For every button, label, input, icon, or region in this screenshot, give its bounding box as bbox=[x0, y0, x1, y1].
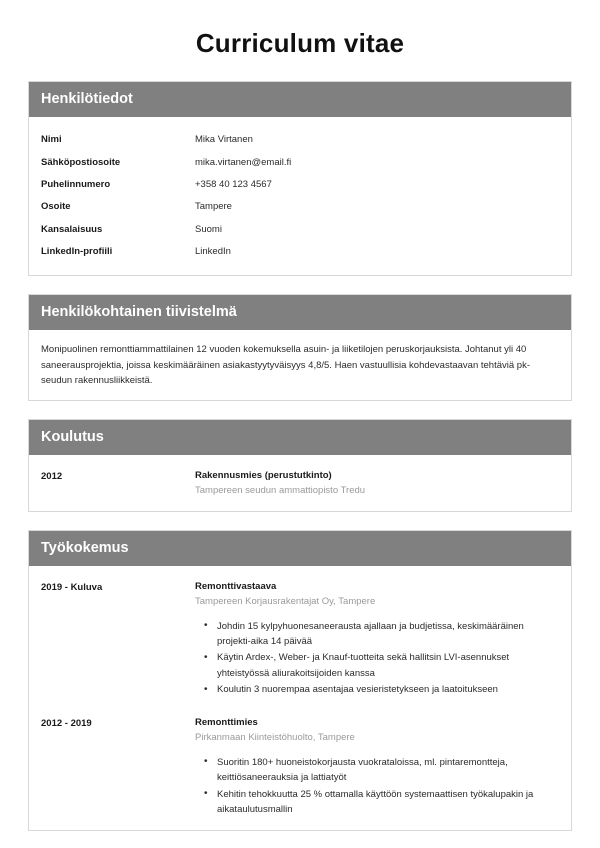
personal-summary-text: Monipuolinen remonttiammattilainen 12 vuoden kokemuksella asuin- ja liiketilojen peruskorjauksista. Johtanut yli 40 saneerausprojektia, joissa keskimääräinen asiakastyytyväisyys 4,8/5. Haen vastuullisia kohdevastaavan tehtäviä pk-seudun rakennusliikkeistä. bbox=[41, 344, 530, 386]
section-personal-summary bbox=[28, 294, 572, 401]
work-experience-entry-bullet-list bbox=[195, 755, 559, 818]
education-body bbox=[29, 455, 571, 510]
section-heading-work-experience: Työkokemus bbox=[29, 531, 571, 566]
personal-detail-row bbox=[41, 152, 559, 174]
education-entry-organisation: Tampereen seudun ammattiopisto Tredu bbox=[195, 485, 366, 497]
personal-detail-row bbox=[41, 219, 559, 241]
work-experience-entry-details bbox=[195, 580, 559, 698]
personal-detail-row bbox=[41, 174, 559, 196]
page-title: Curriculum vitae bbox=[195, 28, 405, 58]
work-experience-entry-list bbox=[41, 578, 559, 818]
personal-summary-body bbox=[29, 330, 571, 400]
work-experience-entry bbox=[41, 714, 559, 818]
work-experience-entry bbox=[41, 578, 559, 698]
personal-detail-value: LinkedIn bbox=[195, 245, 231, 257]
education-entry bbox=[41, 467, 559, 498]
personal-detail-label: LinkedIn-profiili bbox=[41, 245, 113, 257]
personal-detail-value: +358 40 123 4567 bbox=[195, 178, 272, 190]
work-experience-entry-organisation: Tampereen Korjausrakentajat Oy, Tampere bbox=[195, 595, 376, 607]
personal-detail-value: mika.virtanen@email.fi bbox=[195, 156, 292, 168]
personal-details-body bbox=[29, 117, 571, 275]
work-experience-entry-bullet: • Johdin 15 kylpyhuonesaneerausta ajallaan ja budjetissa, keskimääräinen projekti-aika 14 päivää bbox=[217, 619, 559, 650]
personal-detail-label: Nimi bbox=[41, 134, 62, 146]
section-work-experience bbox=[28, 530, 572, 831]
work-experience-entry-title: Remonttivastaava bbox=[195, 581, 277, 593]
work-experience-entry-title: Remonttimies bbox=[195, 717, 258, 729]
work-experience-entry-bullet: • Kehitin tehokkuutta 25 % ottamalla käyttöön systemaattisen työkalupakin ja aikataulutusmallin bbox=[217, 787, 559, 818]
education-entry-title: Rakennusmies (perustutkinto) bbox=[195, 470, 332, 482]
personal-detail-label: Puhelinnumero bbox=[41, 178, 111, 190]
education-entry-list bbox=[41, 467, 559, 498]
personal-detail-label: Kansalaisuus bbox=[41, 223, 103, 235]
personal-detail-row bbox=[41, 196, 559, 218]
personal-detail-value: Mika Virtanen bbox=[195, 134, 253, 146]
work-experience-entry-details bbox=[195, 716, 559, 818]
education-entry-date: 2012 bbox=[41, 471, 63, 483]
work-experience-entry-bullet-list bbox=[195, 619, 559, 698]
work-experience-body bbox=[29, 566, 571, 830]
personal-detail-label: Osoite bbox=[41, 201, 71, 213]
personal-detail-row bbox=[41, 241, 559, 263]
personal-details-list bbox=[41, 129, 559, 263]
work-experience-entry-bullet: • Käytin Ardex-, Weber- ja Knauf-tuotteita sekä hallitsin LVI-asennukset yhteistyössä aliurakoitsijoiden kanssa bbox=[217, 650, 559, 681]
personal-detail-row bbox=[41, 129, 559, 151]
work-experience-entry-organisation: Pirkanmaan Kiinteistöhuolto, Tampere bbox=[195, 732, 355, 744]
work-experience-entry-bullet: • Suoritin 180+ huoneistokorjausta vuokrataloissa, ml. pintaremontteja, keittiösaneerauksia ja lattiatyöt bbox=[217, 755, 559, 786]
work-experience-entry-bullet: • Koulutin 3 nuorempaa asentajaa vesieristetykseen ja laatoitukseen bbox=[217, 682, 559, 697]
section-heading-education: Koulutus bbox=[29, 420, 571, 455]
personal-detail-value: Suomi bbox=[195, 223, 222, 235]
section-heading-personal-summary: Henkilökohtainen tiivistelmä bbox=[29, 295, 571, 330]
work-experience-entry-date: 2012 - 2019 bbox=[41, 718, 92, 730]
education-entry-details bbox=[195, 469, 559, 498]
section-heading-personal-details: Henkilötiedot bbox=[29, 82, 571, 117]
personal-detail-value: Tampere bbox=[195, 201, 232, 213]
work-experience-entry-date: 2019 - Kuluva bbox=[41, 582, 103, 594]
section-education bbox=[28, 419, 572, 512]
personal-detail-label: Sähköpostiosoite bbox=[41, 156, 121, 168]
section-personal-details bbox=[28, 81, 572, 276]
